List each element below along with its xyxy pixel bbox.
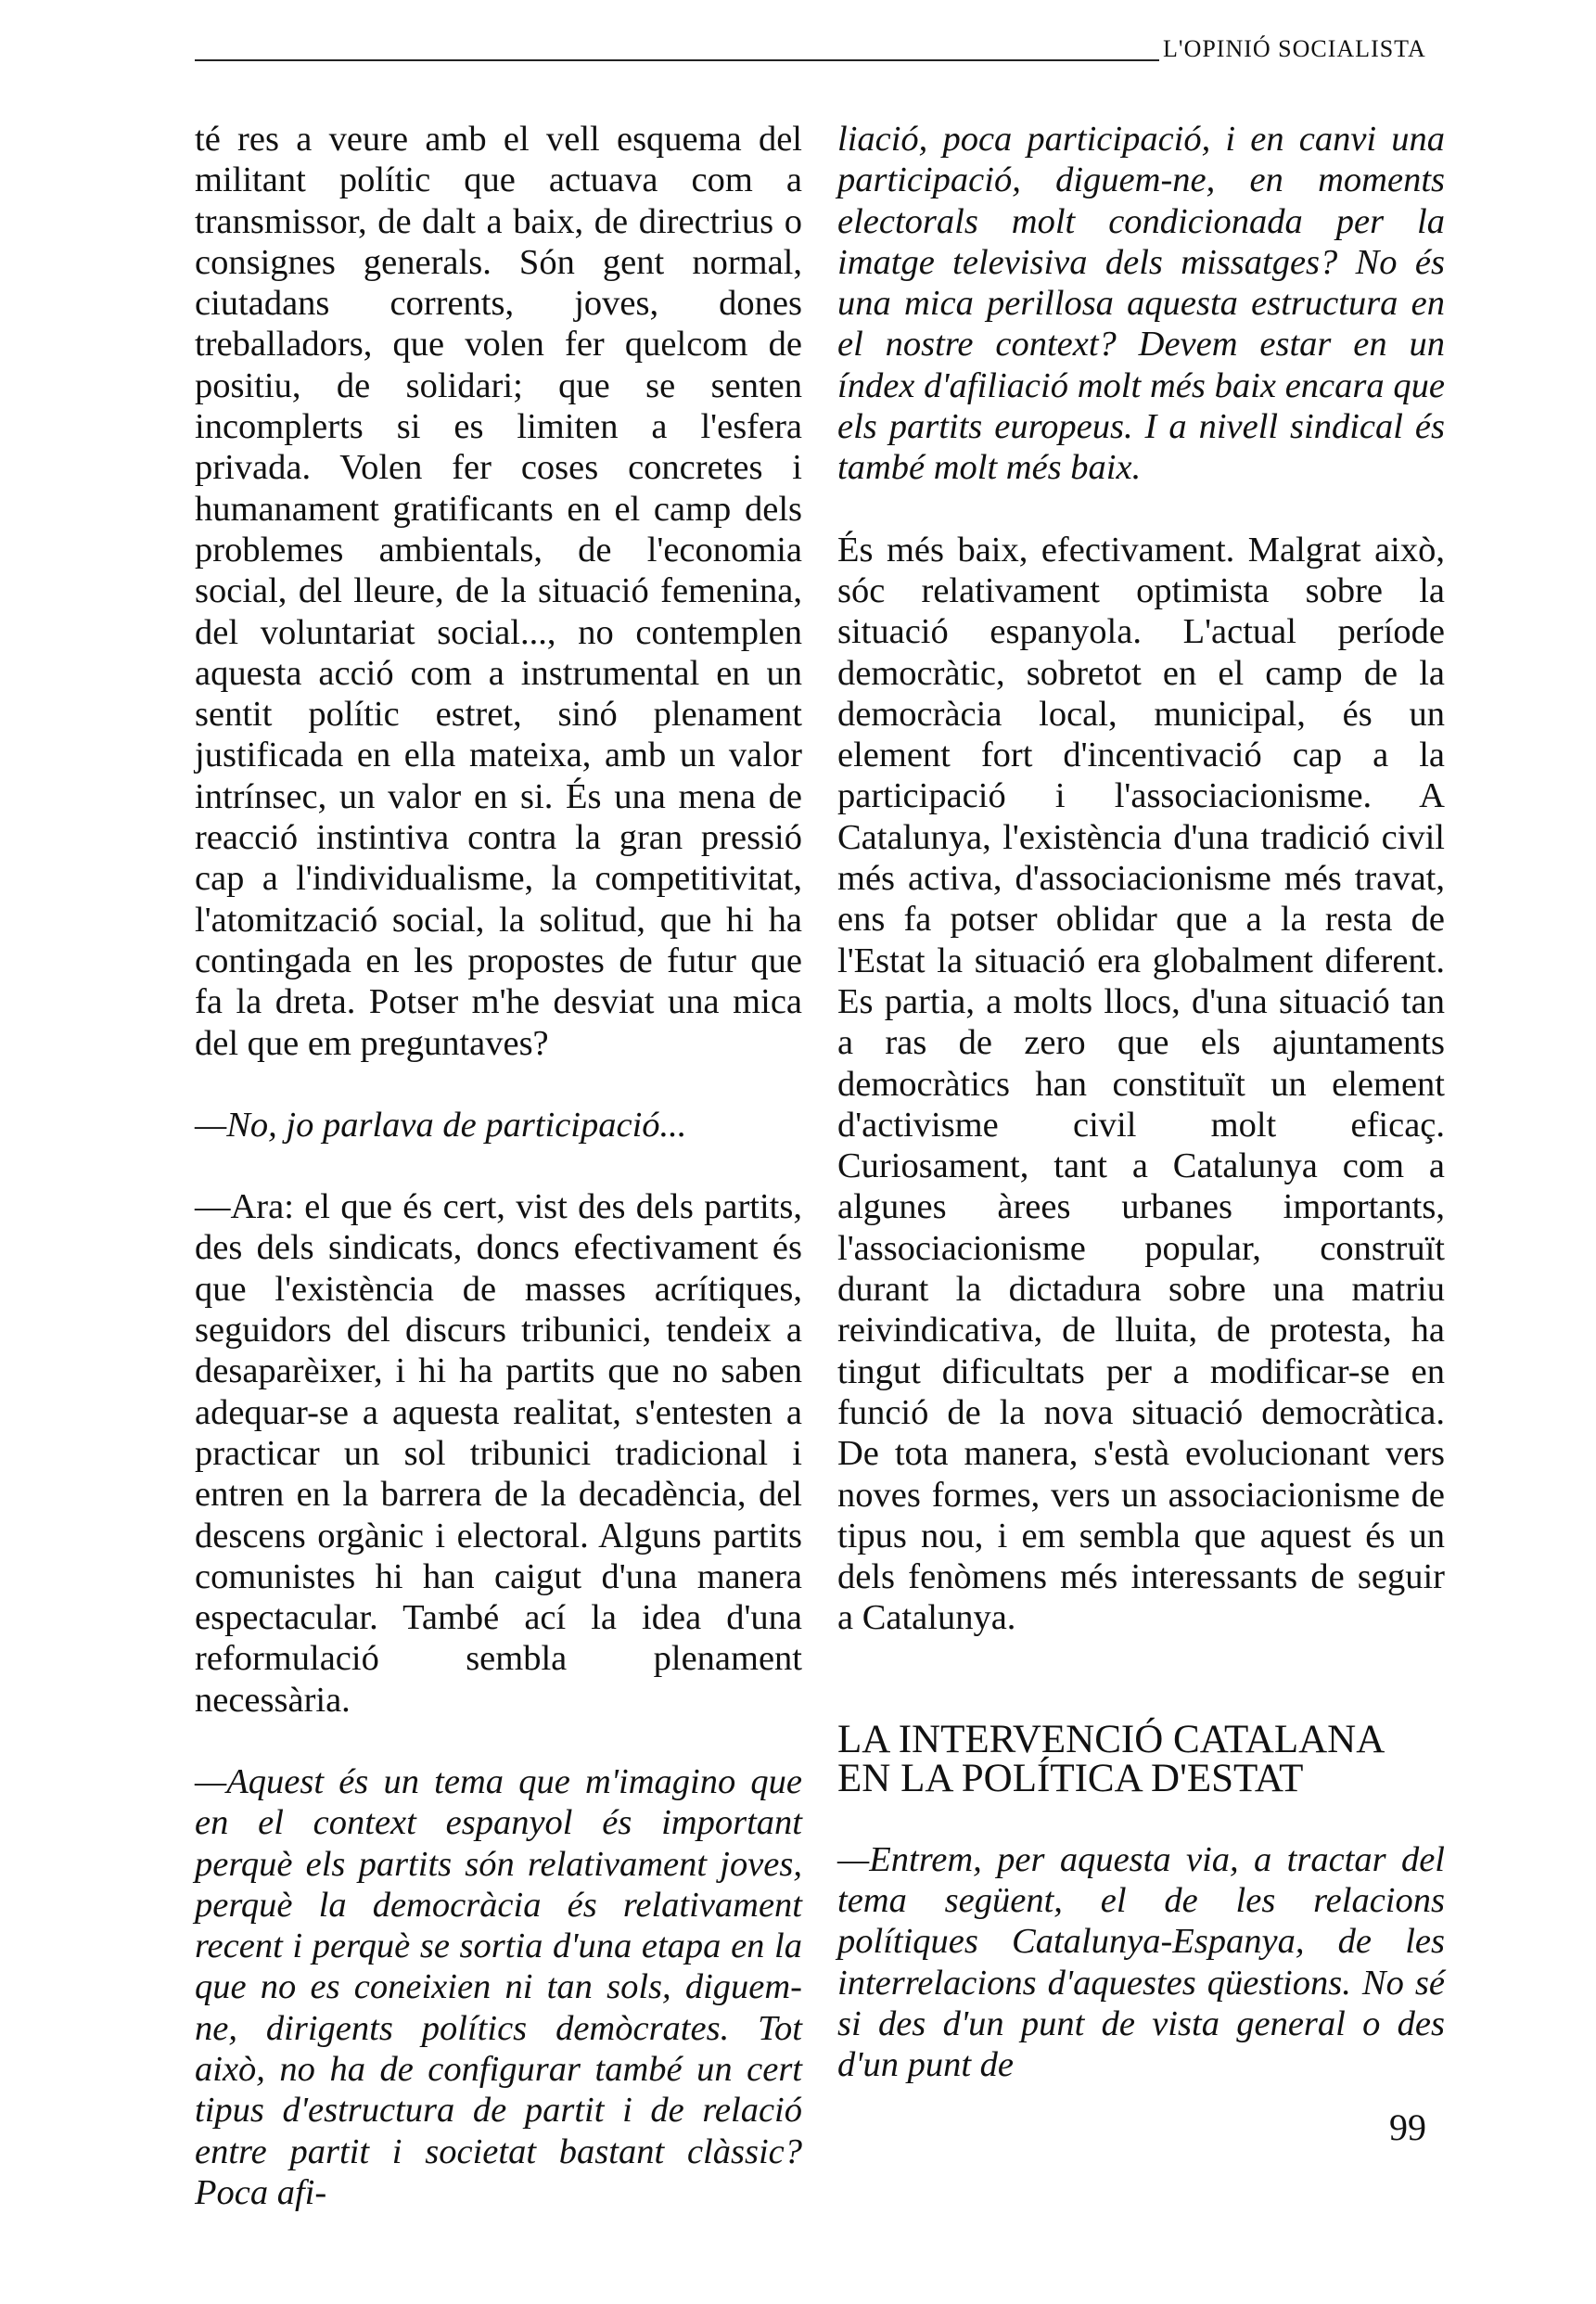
right-column <box>837 119 1445 2085</box>
interview-question: —Entrem, per aquesta via, a tractar del tema següent, el de les relacions polítiques Catalunya-Espanya, de les interrelacions d'aquestes qüestions. No sé si des d'un punt de vista general o des d'un punt de <box>837 1839 1445 2085</box>
page-number: 99 <box>1389 2106 1426 2148</box>
header-rule <box>195 59 1159 61</box>
section-heading: LA INTERVENCIÓ CATALANA EN LA POLÍTICA D'ESTAT <box>837 1717 1383 1800</box>
left-column <box>195 119 802 2213</box>
answer-paragraph: És més baix, efectivament. Malgrat això, sóc relativament optimista sobre la situació espanyola. L'actual període democràtic, sobretot en el camp de la democràcia local, municipal, és un element fort d'incentivació cap a la participació i l'associacionisme. A Catalunya, l'existència d'una tradició civil més activa, d'associacionisme més travat, ens fa potser oblidar que a la resta de l'Estat la situació era globalment diferent. Es partia, a molts llocs, d'una situació tan a ras de zero que els ajuntaments democràtics han constituït un element d'activisme civil molt eficaç. Curiosament, tant a Catalunya com a algunes àrees urbanes importants, l'associacionisme popular, construït durant la dictadura sobre una matriu reivindicativa, de lluita, de protesta, ha tingut dificultats per a modificar-se en funció de la nova situació democràtica. De tota manera, s'està evolucionant vers noves formes, vers un associacionisme de tipus nou, i em sembla que aquest és un dels fenòmens més interessants de seguir a Catalunya. <box>837 530 1445 1638</box>
answer-paragraph: —Ara: el que és cert, vist des dels partits, des dels sindicats, doncs efectivament és que l'existència de masses acrítiques, seguidors del discurs tribunici, tendeix a desaparèixer, i hi ha partits que no saben adequar-se a aquesta realitat, s'entesten a practicar un sol tribunici tradicional i entren en la barrera de la decadència, del descens orgànic i electoral. Alguns partits comunistes hi han caigut d'una manera espectacular. També ací la idea d'una reformulació sembla plenament necessària. <box>195 1187 802 1720</box>
body-paragraph: té res a veure amb el vell esquema del militant polític que actuava com a transmissor, de dalt a baix, de directrius o consignes generals. Són gent normal, ciutadans corrents, joves, dones treballadors, que volen fer quelcom de positiu, de solidari; que se senten incomplerts si es limiten a l'esfera privada. Volen fer coses concretes i humanament gratificants en el camp dels problemes ambientals, de l'economia social, del lleure, de la situació femenina, del voluntariat social..., no contemplen aquesta acció com a instrumental en un sentit polític estret, sinó plenament justificada en ella mateixa, amb un valor intrínsec, un valor en si. És una mena de reacció instintiva contra la gran pressió cap a l'individualisme, la competitivitat, l'atomització social, la solitud, que hi ha contingada en les propostes de futur que fa la dreta. Potser m'he desviat una mica del que em preguntaves? <box>195 120 802 1063</box>
interview-question: —Aquest és un tema que m'imagino que en el context espanyol és important perquè els partits són relativament joves, perquè la democràcia és relativament recent i perquè se sortia d'una etapa en la que no es coneixien ni tan sols, diguem-ne, dirigents polítics demòcrates. Tot això, no ha de configurar també un cert tipus d'estructura de partit i de relació entre partit i societat bastant clàssic? Poca afi- <box>195 1761 802 2212</box>
interview-question-continued: liació, poca participació, i en canvi una participació, diguem-ne, en moments electorals molt condicionada per la imatge televisiva dels missatges? No és una mica perillosa aquesta estructura en el nostre context? Devem estar en un índex d'afiliació molt més baix encara que els partits europeus. I a nivell sindical és també molt més baix. <box>837 120 1445 488</box>
running-header: L'OPINIÓ SOCIALISTA <box>1163 35 1426 62</box>
interview-question: —No, jo parlava de participació... <box>195 1105 687 1145</box>
